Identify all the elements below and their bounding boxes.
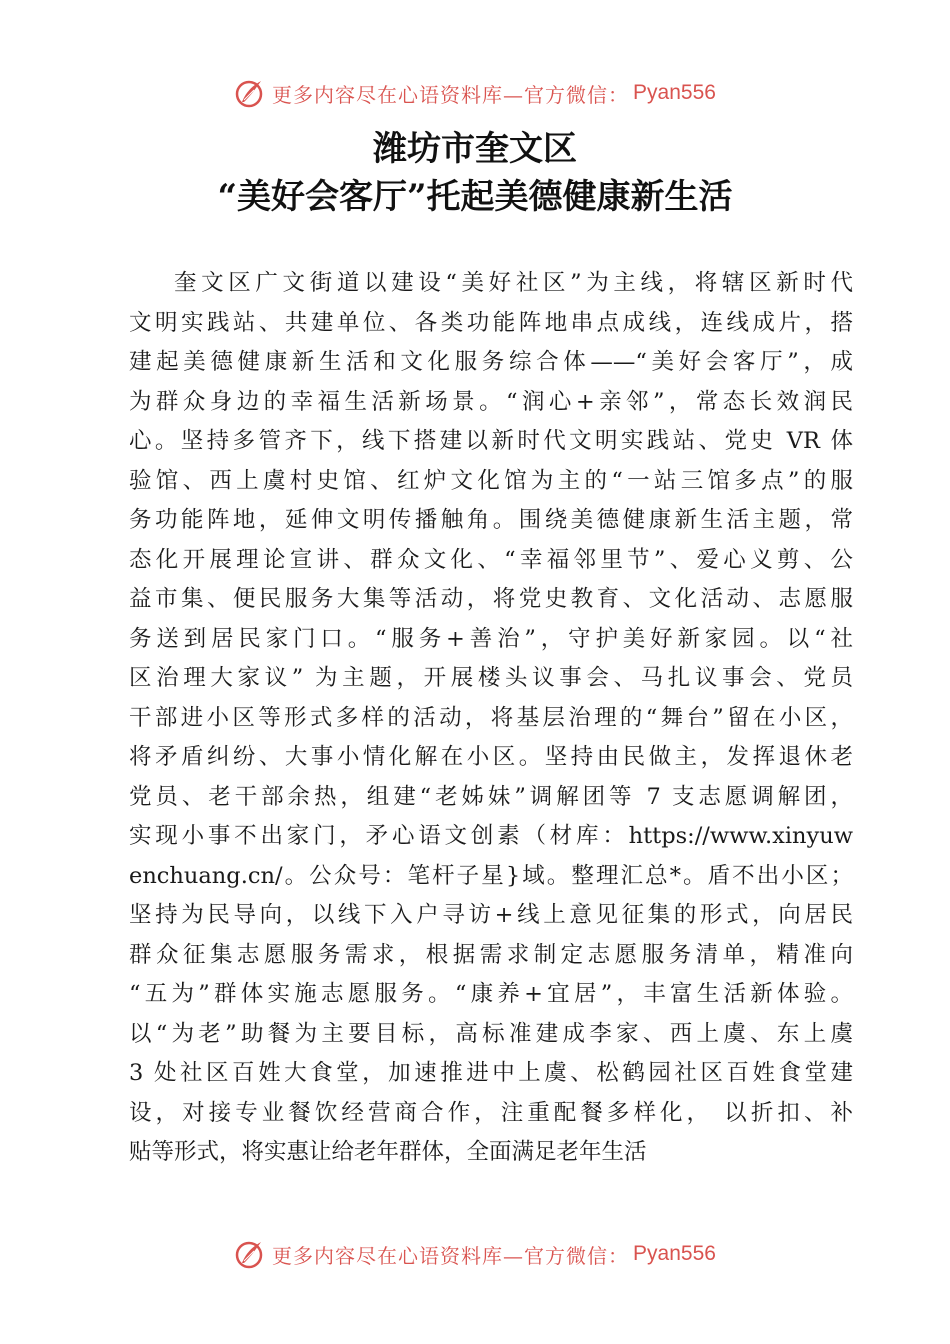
body-line: 验馆、西上虞村史馆、红炉文化馆为主的“一站三馆多点”的服 [129,467,853,494]
body-line: 建起美德健康新生活和文化服务综合体——“美好会客厅”，成 [129,349,853,375]
body-line: 文明实践站、共建单位、各类功能阵地串点成线，连线成片，搭 [129,309,853,336]
body-line: 干部进小区等形式多样的活动，将基层治理的“舞台”留在小区， [129,704,853,731]
body-line: “五为”群体实施志愿服务。“康养+宜居”，丰富生活新体验。 [129,981,853,1007]
body-line: 3 处社区百姓大食堂，加速推进中上虞、松鹤园社区百姓食堂建 [129,1060,853,1086]
watermark-handle: Pyan556 [633,1242,716,1265]
body-line: 务功能阵地，延伸文明传播触角。围绕美德健康新生活主题，常 [129,507,853,533]
quill-pen-logo-icon [234,1239,264,1269]
body-line: 态化开展理论宣讲、群众文化、“幸福邻里节”、爱心义剪、公 [129,546,853,573]
body-line: 以“为老”助餐为主要目标，高标准建成李家、西上虞、东上虞 [129,1020,853,1047]
body-line: 奎文区广文街道以建设“美好社区”为主线，将辖区新时代 [174,270,853,296]
body-line: 党员、老干部余热，组建“老姊妹”调解团等 7 支志愿调解团， [129,783,853,810]
body-line: enchuang.cn/。公众号：笔杆子星}域。整理汇总*。盾不出小区； [129,862,853,889]
watermark-text: 更多内容尽在心语资料库—官方微信： [272,1243,630,1268]
watermark-text: 更多内容尽在心语资料库—官方微信： [272,82,630,107]
body-line: 群众征集志愿服务需求，根据需求制定志愿服务清单，精准向 [129,941,853,968]
body-line: 坚持为民导向，以线下入户寻访+线上意见征集的形式，向居民 [129,902,853,928]
watermark-handle: Pyan556 [633,81,716,104]
body-line: 区治理大家议” 为主题，开展楼头议事会、马扎议事会、党员 [129,665,853,691]
document-title-line-1: 潍坊市奎文区 [373,129,577,169]
body-line: 为群众身边的幸福生活新场景。“润心+亲邻”，常态长效润民 [129,388,853,415]
body-line: 设，对接专业餐饮经营商合作，注重配餐多样化， 以折扣、补 [129,1099,853,1126]
document-body [129,264,853,1173]
watermark-header [0,72,950,114]
document-title-line-2: “美好会客厅”托起美德健康新生活 [217,177,733,217]
body-line: 务送到居民家门口。“服务+善治”，守护美好新家园。以“社 [129,625,853,652]
body-line: 益市集、便民服务大集等活动，将党史教育、文化活动、志愿服 [129,586,853,612]
body-line: 心。坚持多管齐下，线下搭建以新时代文明实践站、党史 VR 体 [129,428,853,454]
body-line: 实现小事不出家门，矛心语文创素（材库：https://www.xinyuw [129,823,853,849]
body-line: 贴等形式，将实惠让给老年群体，全面满足老年生活 [129,1139,647,1165]
watermark-footer [0,1233,950,1275]
body-line: 将矛盾纠纷、大事小情化解在小区。坚持由民做主，发挥退休老 [129,744,853,770]
quill-pen-logo-icon [234,78,264,108]
